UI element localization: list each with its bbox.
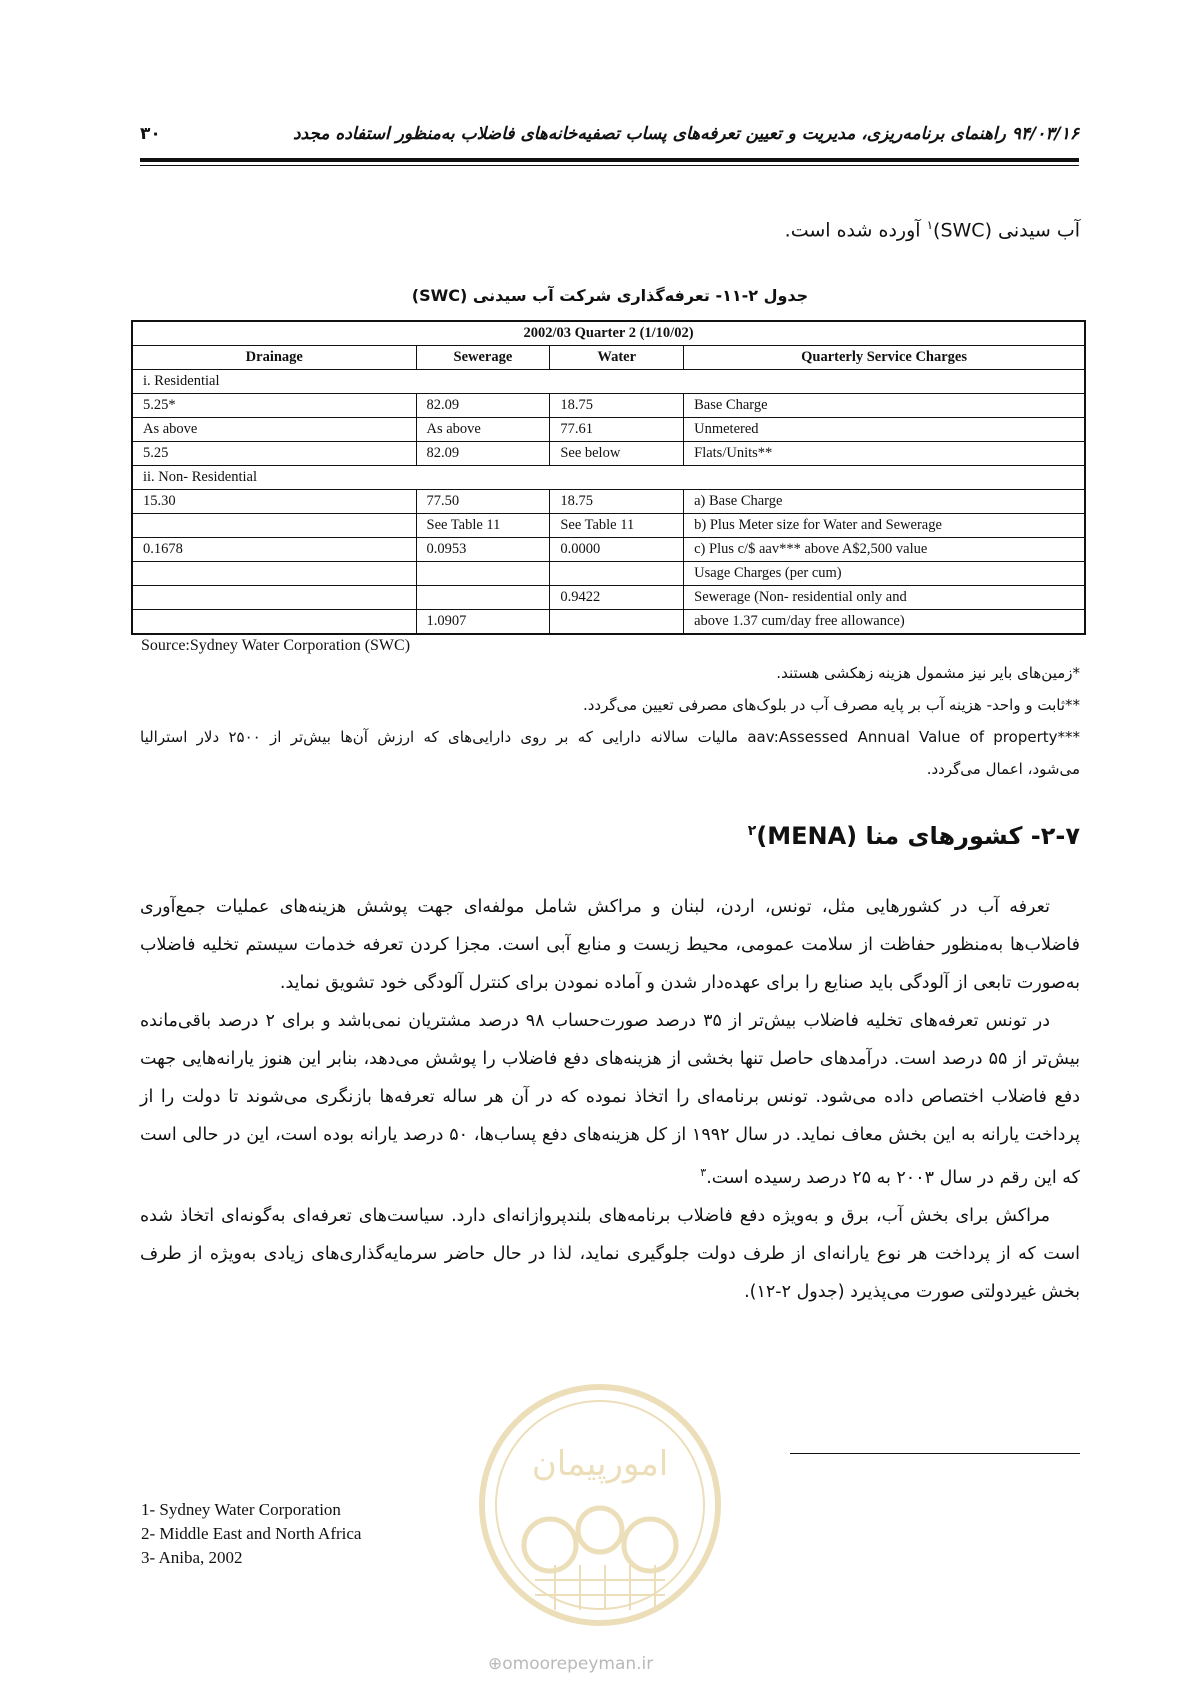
table-row (132, 490, 1085, 514)
lead-line (785, 218, 1080, 241)
table-cell: See Table 11 (550, 514, 684, 538)
table-cell (132, 514, 416, 538)
table-cell: Base Charge (684, 394, 1085, 418)
table-note-2: **ثابت و واحد- هزینه آب بر پایه مصرف آب در بلوک‌های مصرفی تعیین می‌گردد. (582, 696, 1080, 714)
lead-tail: آورده شده است. (784, 219, 927, 242)
footnote-ref-2: ۲ (747, 823, 757, 839)
footnote: 3- Aniba, 2002 (141, 1548, 243, 1567)
footnote-separator (790, 1453, 1080, 1454)
table-cell (416, 562, 550, 586)
table-cell: Unmetered (684, 418, 1085, 442)
table-row (132, 610, 1085, 635)
table-row (132, 442, 1085, 466)
table-cell (132, 562, 416, 586)
table-period: 2002/03 Quarter 2 (1/10/02) (132, 321, 1085, 346)
table-cell: 18.75 (550, 394, 684, 418)
watermark-url-text: omoorepeyman.ir (502, 1654, 654, 1674)
table-row (132, 514, 1085, 538)
section-row-non-residential: ii. Non- Residential (132, 466, 1085, 490)
globe-icon: ⊕ (488, 1654, 503, 1674)
column-header: Quarterly Service Charges (684, 346, 1085, 370)
table-cell: 0.0953 (416, 538, 550, 562)
table-row (132, 394, 1085, 418)
footnote: 2- Middle East and North Africa (141, 1524, 362, 1543)
table-cell: Usage Charges (per cum) (684, 562, 1085, 586)
footnote: 1- Sydney Water Corporation (141, 1500, 341, 1519)
table-row (132, 586, 1085, 610)
table-cell: Sewerage (Non- residential only and (684, 586, 1085, 610)
table-cell: See below (550, 442, 684, 466)
table-cell: 0.9422 (550, 586, 684, 610)
table-cell: 0.0000 (550, 538, 684, 562)
section-heading-text: ۲-۷- کشورهای منا (MENA) (756, 822, 1080, 850)
table-cell (550, 562, 684, 586)
body-text (140, 888, 1080, 1311)
paragraph-text: در تونس تعرفه‌های تخلیه فاضلاب بیش‌تر از ۳۵ درصد صورت‌حساب ۹۸ درصد مشتریان نمی‌باشد و برای ۲ درصد باقی‌مانده بیش‌تر از ۵۵ درصد است. درآمدهای حاصل تنها بخشی از هزینه‌های دفع فاضلاب را پوشش می‌دهد، بنابر این هنوز یارانه‌هایی جهت دفع فاضلاب اختصاص داده می‌شود. تونس برنامه‌ای را اتخاذ نموده که در آن هر ساله تعرفه‌ها بازنگری می‌شوند تا دولت را از پرداخت یارانه به این بخش معاف نماید. در سال ۱۹۹۲ از کل هزینه‌های دفع پساب‌ها، ۵۰ درصد یارانه بوده است، این در حالی است که این رقم در سال ۲۰۰۳ به ۲۵ درصد رسیده است. (140, 1011, 1081, 1188)
table-cell: 18.75 (550, 490, 684, 514)
table-cell: As above (132, 418, 416, 442)
table-row (132, 418, 1085, 442)
footnotes (141, 1498, 361, 1570)
paragraph (140, 1002, 1080, 1197)
watermark-logo-text: امورپیمان (531, 1444, 669, 1484)
watermark-url (488, 1654, 653, 1674)
table-note-3: ***aav:Assessed Annual Value of property مالیات سالانه دارایی که بر روی دارایی‌های که ارزش آن‌ها بیش‌تر از ۲۵۰۰ دلار استرالیا (140, 728, 1080, 746)
column-header: Water (550, 346, 684, 370)
table-note-3-continued: می‌شود، اعمال می‌گردد. (926, 760, 1080, 778)
section-row-residential: i. Residential (132, 370, 1085, 394)
table-cell: b) Plus Meter size for Water and Sewerage (684, 514, 1085, 538)
footnote-ref-3: ۳ (700, 1166, 707, 1179)
table-cell: As above (416, 418, 550, 442)
table-cell: c) Plus c/$ aav*** above A$2,500 value (684, 538, 1085, 562)
table-cell (132, 586, 416, 610)
running-title: ۹۴/۰۳/۱۶ راهنمای برنامه‌ریزی، مدیریت و تعیین تعرفه‌های پساب تصفیه‌خانه‌های فاضلاب به‌منظور استفاده مجدد (292, 124, 1079, 144)
table-cell: Flats/Units** (684, 442, 1085, 466)
table-cell: 1.0907 (416, 610, 550, 635)
table-cell: above 1.37 cum/day free allowance) (684, 610, 1085, 635)
table-cell (416, 586, 550, 610)
table-cell: 0.1678 (132, 538, 416, 562)
table-row (132, 538, 1085, 562)
table-cell: 77.50 (416, 490, 550, 514)
footnote-ref-1: ۱ (926, 218, 934, 232)
page-header (140, 118, 1079, 166)
table-cell: 5.25 (132, 442, 416, 466)
table-cell (550, 610, 684, 635)
table-cell: 77.61 (550, 418, 684, 442)
table-note-1: *زمین‌های بایر نیز مشمول هزینه زهکشی هستند. (776, 664, 1080, 682)
paragraph: تعرفه آب در کشورهایی مثل، تونس، اردن، لبنان و مراکش شامل مولفه‌ای جهت پوشش هزینه‌های عملیات جمع‌آوری فاضلاب‌ها به‌منظور حفاظت از سلامت عمومی، محیط زیست و منابع آبی است. مجزا کردن تعرفه خدمات سیستم تخلیه فاضلاب به‌صورت تابعی از آلودگی باید صنایع را برای عهده‌دار شدن و آماده نمودن برای کنترل آلودگی خود تشویق نماید. (140, 897, 1080, 993)
table-cell: See Table 11 (416, 514, 550, 538)
table-cell: 82.09 (416, 442, 550, 466)
tariff-table (131, 320, 1086, 635)
table-cell (132, 610, 416, 635)
table-row (132, 562, 1085, 586)
table-cell: a) Base Charge (684, 490, 1085, 514)
table-header-row (132, 346, 1085, 370)
lead-text: آب سیدنی (SWC) (933, 219, 1080, 242)
paragraph: مراکش برای بخش آب، برق و به‌ویژه دفع فاضلاب برنامه‌های بلندپروازانه‌ای دارد. سیاست‌های تعرفه‌ای به‌گونه‌ای اتخاذ شده است که از پرداخت هر نوع یارانه‌ای از طرف دولت جلوگیری نماید، لذا در حال حاضر سرمایه‌گذاری‌های زیادی به‌ویژه از طرف بخش غیردولتی صورت می‌پذیرد (جدول ۲-۱۲). (140, 1205, 1080, 1302)
table-cell: 15.30 (132, 490, 416, 514)
table-cell: 82.09 (416, 394, 550, 418)
section-heading (748, 822, 1080, 850)
table-cell: 5.25* (132, 394, 416, 418)
watermark-logo (475, 1380, 725, 1630)
table-source: Source:Sydney Water Corporation (SWC) (141, 637, 411, 654)
header-rule-thin (140, 165, 1079, 166)
column-header: Sewerage (416, 346, 550, 370)
table-caption: جدول ۲-۱۱- تعرفه‌گذاری شرکت آب سیدنی (SWC) (411, 286, 809, 305)
page-number: ۳۰ (140, 124, 161, 144)
column-header: Drainage (132, 346, 416, 370)
header-rule-thick (140, 158, 1079, 162)
